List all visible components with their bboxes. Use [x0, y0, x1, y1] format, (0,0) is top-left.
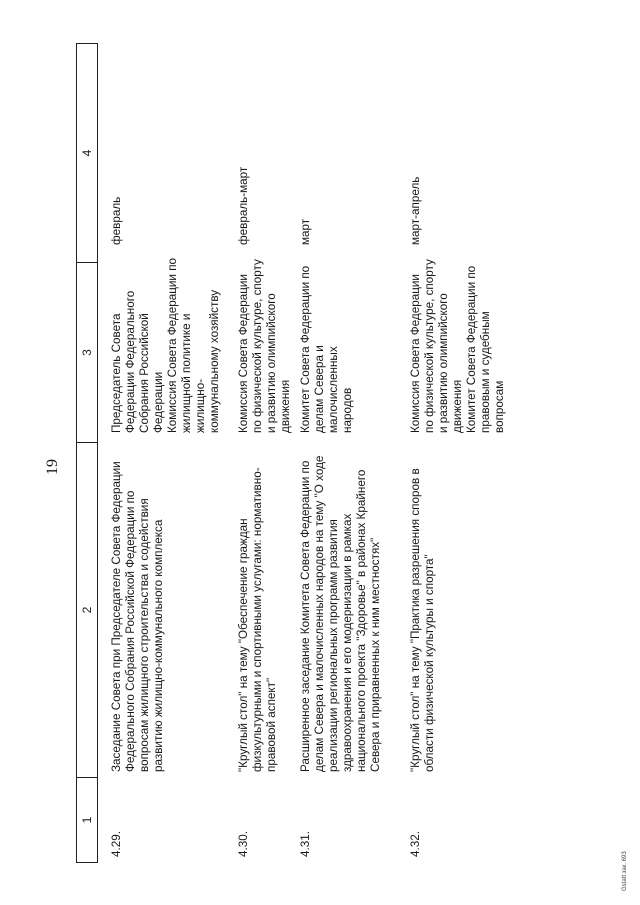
- print-code: Gstatt зак. 693: [622, 851, 628, 891]
- row-number: 4.32.: [409, 831, 422, 857]
- column-header-4: 4: [80, 149, 94, 157]
- row-date: февраль: [110, 196, 123, 245]
- row-responsible: Комиссия Совета Федерации по физической культуре, спорту и развитию олимпийского движения: [237, 259, 292, 433]
- row-number: 4.30.: [237, 831, 250, 857]
- page-number: 19: [44, 459, 61, 475]
- row-responsible: Комитет Совета Федерации по делам Севера и малочисленных народов: [299, 265, 354, 433]
- row-responsible: Председатель Совета Федерации Федерального Собрания Российской Федерации Комиссия Совета Федерации по жилищной политике и жилищно- коммунальному хозяйству: [110, 257, 221, 433]
- row-date: март-апрель: [409, 176, 422, 245]
- row-event: Расширенное заседание Комитета Совета Федерации по делам Севера и малочисленных народов на тему "О ходе реализации региональных программ развития здравоохранения и его модернизации в рамках национального проекта "Здоровье" в районах Крайнего Севера и приравненных к ним местностях": [299, 455, 382, 772]
- column-header-3: 3: [77, 262, 97, 442]
- column-header-2: 2: [77, 442, 97, 777]
- row-event: "Круглый стол" на тему "Практика разрешения споров в области физической культуры и спорта": [409, 468, 436, 772]
- table-header: [76, 43, 98, 863]
- row-event: "Круглый стол" на тему "Обеспечение граждан физкультурными и спортивными услугами: нормативно- правовой аспект": [237, 467, 278, 772]
- row-event: Заседание Совета при Председателе Совета Федерации Федерального Собрания Российской Федерации по вопросам жилищного строительства и содействия развитию жилищно-коммунального комплекса: [110, 461, 165, 772]
- column-header-1: 1: [77, 777, 97, 862]
- row-date: март: [299, 218, 312, 245]
- row-number: 4.31.: [299, 831, 312, 857]
- row-number: 4.29.: [110, 831, 123, 857]
- row-date: февраль-март: [237, 166, 250, 245]
- row-responsible: Комиссия Совета Федерации по физической культуре, спорту и развитию олимпийского движения Комитет Совета Федерации по правовым и судебным вопросам: [409, 259, 506, 433]
